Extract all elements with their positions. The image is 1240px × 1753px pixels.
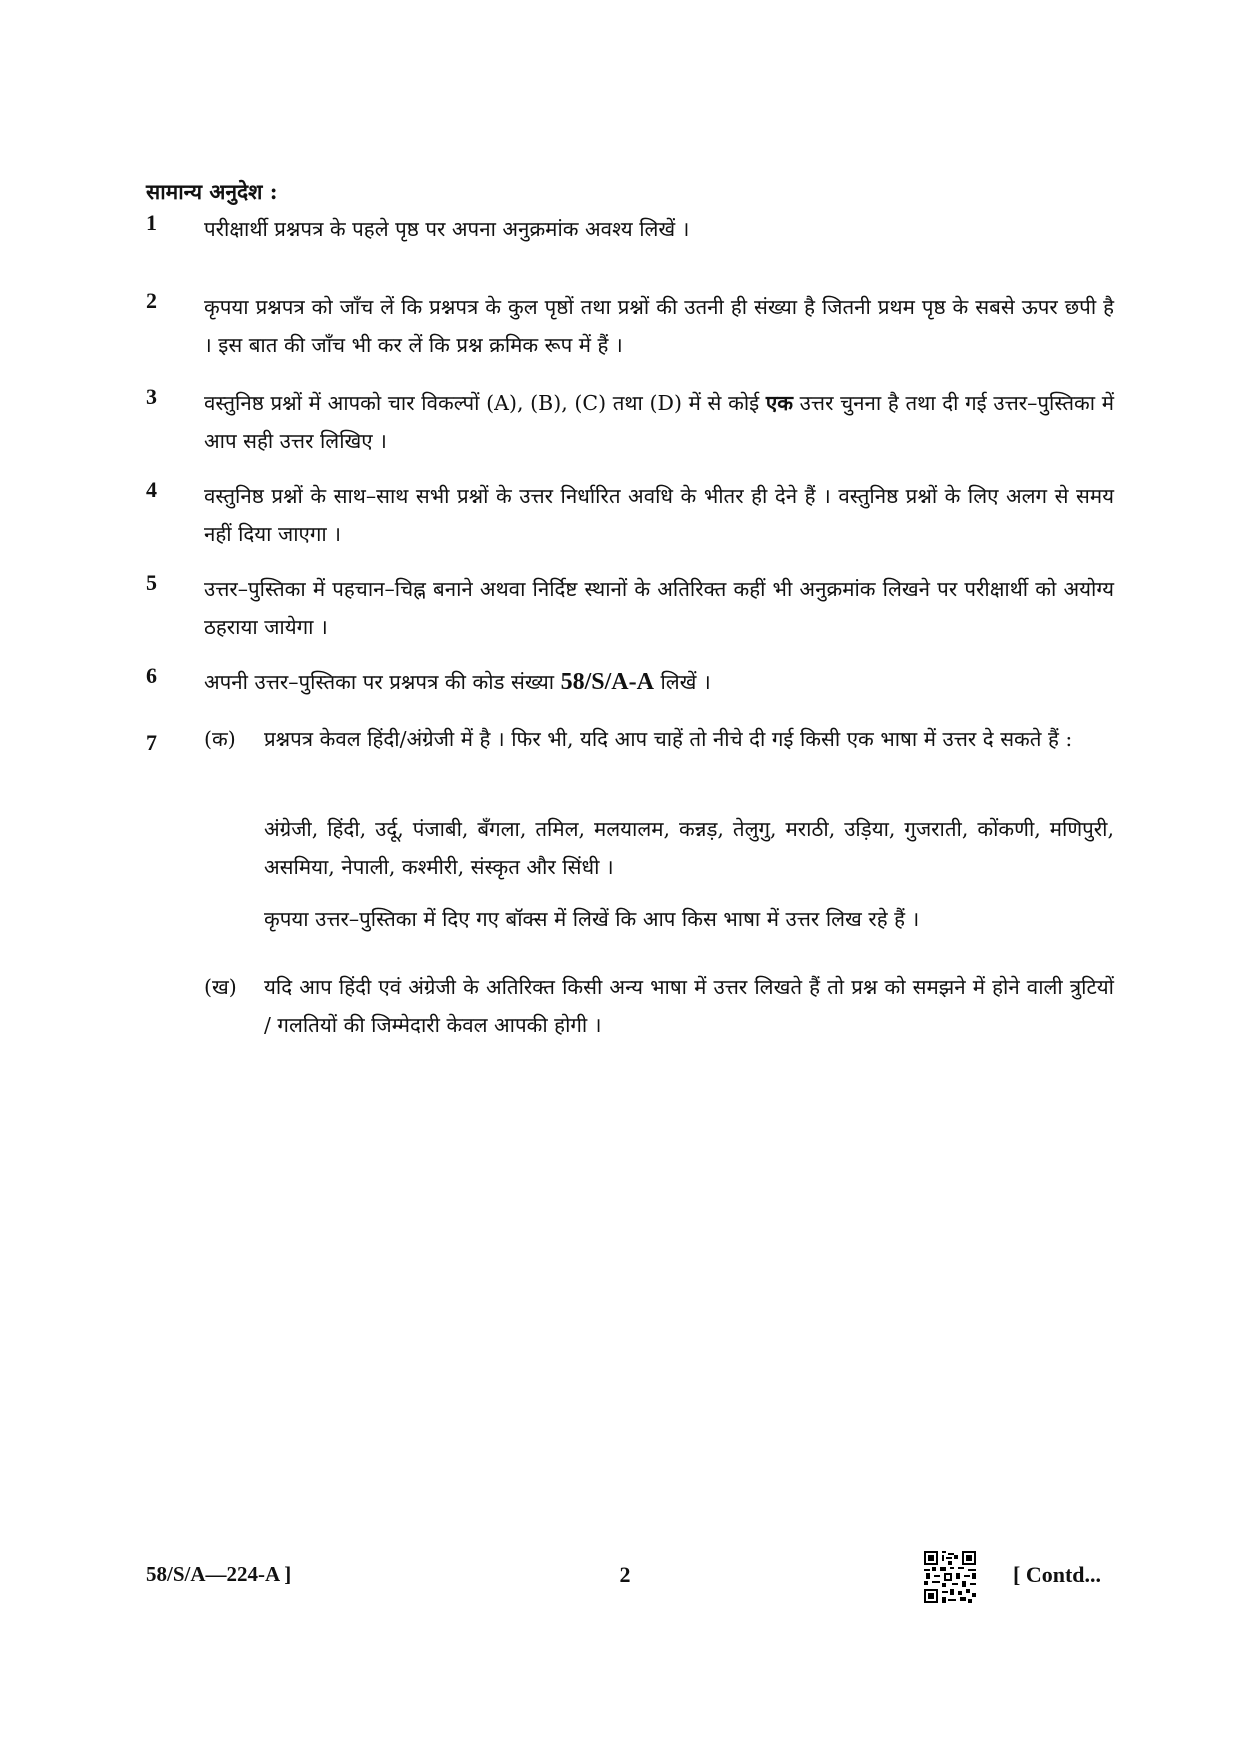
instruction-number: 4 <box>146 477 157 502</box>
language-box-note: कृपया उत्तर–पुस्तिका में दिए गए बॉक्स में लिखें कि आप किस भाषा में उत्तर लिख रहे हैं । <box>264 907 920 931</box>
general-instructions-heading: सामान्य अनुदेश : <box>146 179 278 204</box>
instruction-number: 7 <box>146 730 157 755</box>
instruction-item-7 <box>146 720 1114 1040</box>
instruction-text: परीक्षार्थी प्रश्नपत्र के पहले पृष्ठ पर अपना अनुक्रमांक अवश्य लिखें । <box>204 217 690 241</box>
instruction-text-part: वस्तुनिष्ठ प्रश्नों में आपको चार विकल्पों (A), (B), (C) तथा (D) में से कोई <box>204 391 760 415</box>
emphasis-word: एक <box>765 391 793 415</box>
instruction-text-part: लिखें । <box>660 670 711 694</box>
instruction-text: वस्तुनिष्ठ प्रश्नों के साथ–साथ सभी प्रश्नों के उत्तर निर्धारित अवधि के भीतर ही देने हैं । वस्तुनिष्ठ प्रश्नों के लिए अलग से समय नहीं दिया जाएगा । <box>204 484 1114 546</box>
instruction-number: 3 <box>146 384 157 409</box>
instruction-text <box>204 384 1114 460</box>
continued-label: [ Contd... <box>1013 1562 1102 1587</box>
instruction-text: कृपया प्रश्नपत्र को जाँच लें कि प्रश्नपत्र के कुल पृष्ठों तथा प्रश्नों की उतनी ही संख्या है जितनी प्रथम पृष्ठ के सबसे ऊपर छपी है । इस बात की जाँच भी कर लें कि प्रश्न क्रमिक रूप में हैं । <box>204 295 1114 357</box>
instruction-text-part: अपनी उत्तर–पुस्तिका पर प्रश्नपत्र की कोड संख्या <box>204 670 555 694</box>
instruction-number: 6 <box>146 663 157 688</box>
page-number: 2 <box>619 1562 631 1587</box>
instruction-number: 5 <box>146 570 157 595</box>
instruction-number: 1 <box>146 210 157 235</box>
paper-code: 58/S/A-A <box>560 669 654 695</box>
sub-item-label-kha: (ख) <box>204 975 237 999</box>
instruction-text: उत्तर–पुस्तिका में पहचान–चिह्न बनाने अथवा निर्दिष्ट स्थानों के अतिरिक्त कहीं भी अनुक्रमांक लिखने पर परीक्षार्थी को अयोग्य ठहराया जायेगा । <box>204 577 1114 639</box>
instruction-number: 2 <box>146 288 157 313</box>
instruction-text-part: उत्तर चुनना है तथा दी गई उत्तर–पुस्तिका में आप सही उत्तर लिखिए । <box>204 391 1114 453</box>
footer-paper-code: 58/S/A—224-A ] <box>146 1562 292 1586</box>
qr-code-icon <box>924 1551 976 1603</box>
sub-item-text-kha: यदि आप हिंदी एवं अंग्रेजी के अतिरिक्त किसी अन्य भाषा में उत्तर लिखते हैं तो प्रश्न को समझने में होने वाली त्रुटियों / गलतियों की जिम्मेदारी केवल आपकी होगी । <box>264 975 1114 1037</box>
instruction-text <box>204 663 1114 701</box>
language-list: अंग्रेजी, हिंदी, उर्दू, पंजाबी, बँगला, तमिल, मलयालम, कन्नड़, तेलुगु, मराठी, उड़िया, गुजराती, कोंकणी, मणिपुरी, असमिया, नेपाली, कश्मीरी, संस्कृत और सिंधी । <box>264 817 1114 879</box>
sub-item-label-ka: (क) <box>204 727 236 751</box>
sub-item-text-ka: प्रश्नपत्र केवल हिंदी/अंग्रेजी में है । फिर भी, यदि आप चाहें तो नीचे दी गई किसी एक भाषा में उत्तर दे सकते हैं : <box>264 727 1073 751</box>
